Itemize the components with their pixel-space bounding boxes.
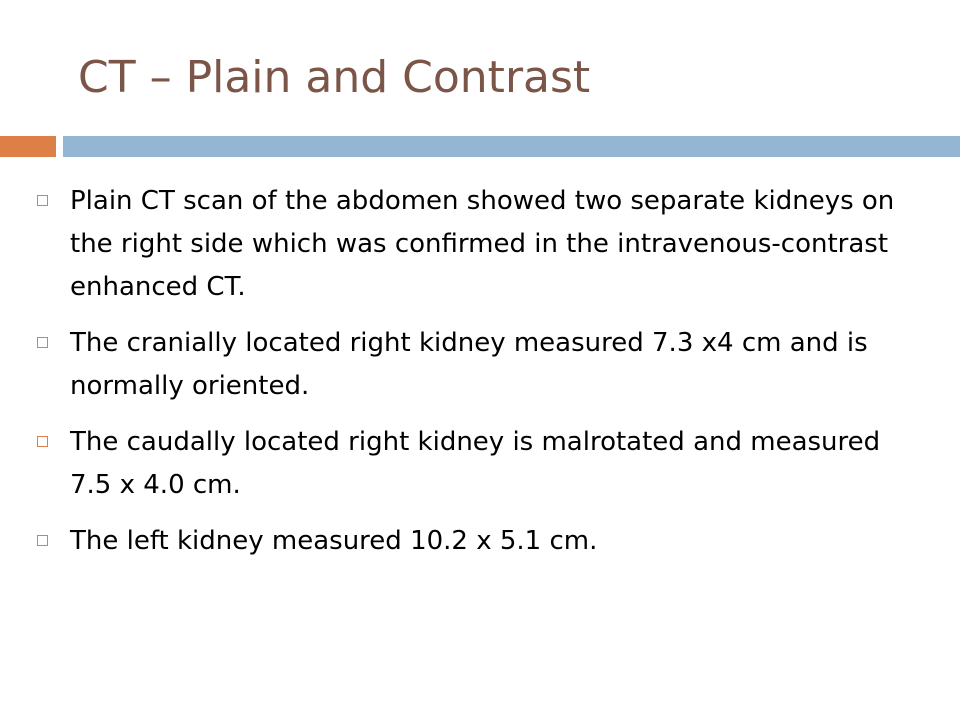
bullet-item	[34, 520, 914, 563]
bullet-text: The caudally located right kidney is malrotated and measured 7.5 x 4.0 cm.	[70, 427, 881, 500]
bullet-text: The left kidney measured 10.2 x 5.1 cm.	[70, 526, 598, 556]
title-accent-bar	[0, 136, 56, 157]
hollow-square-bullet-icon	[37, 337, 48, 348]
hollow-square-bullet-icon	[37, 195, 48, 206]
bullet-item	[34, 421, 914, 507]
hollow-square-bullet-icon	[37, 436, 48, 447]
hollow-square-bullet-icon	[37, 535, 48, 546]
bullet-item	[34, 180, 914, 309]
bullet-item	[34, 322, 914, 408]
bullet-text: Plain CT scan of the abdomen showed two separate kidneys on the right side which was confirmed in the intravenous-contrast enhanced CT.	[70, 186, 895, 302]
bullet-text: The cranially located right kidney measured 7.3 x4 cm and is normally oriented.	[70, 328, 868, 401]
bullet-list	[34, 180, 914, 576]
title-divider-bar	[63, 136, 960, 157]
slide-title: CT – Plain and Contrast	[78, 52, 591, 103]
